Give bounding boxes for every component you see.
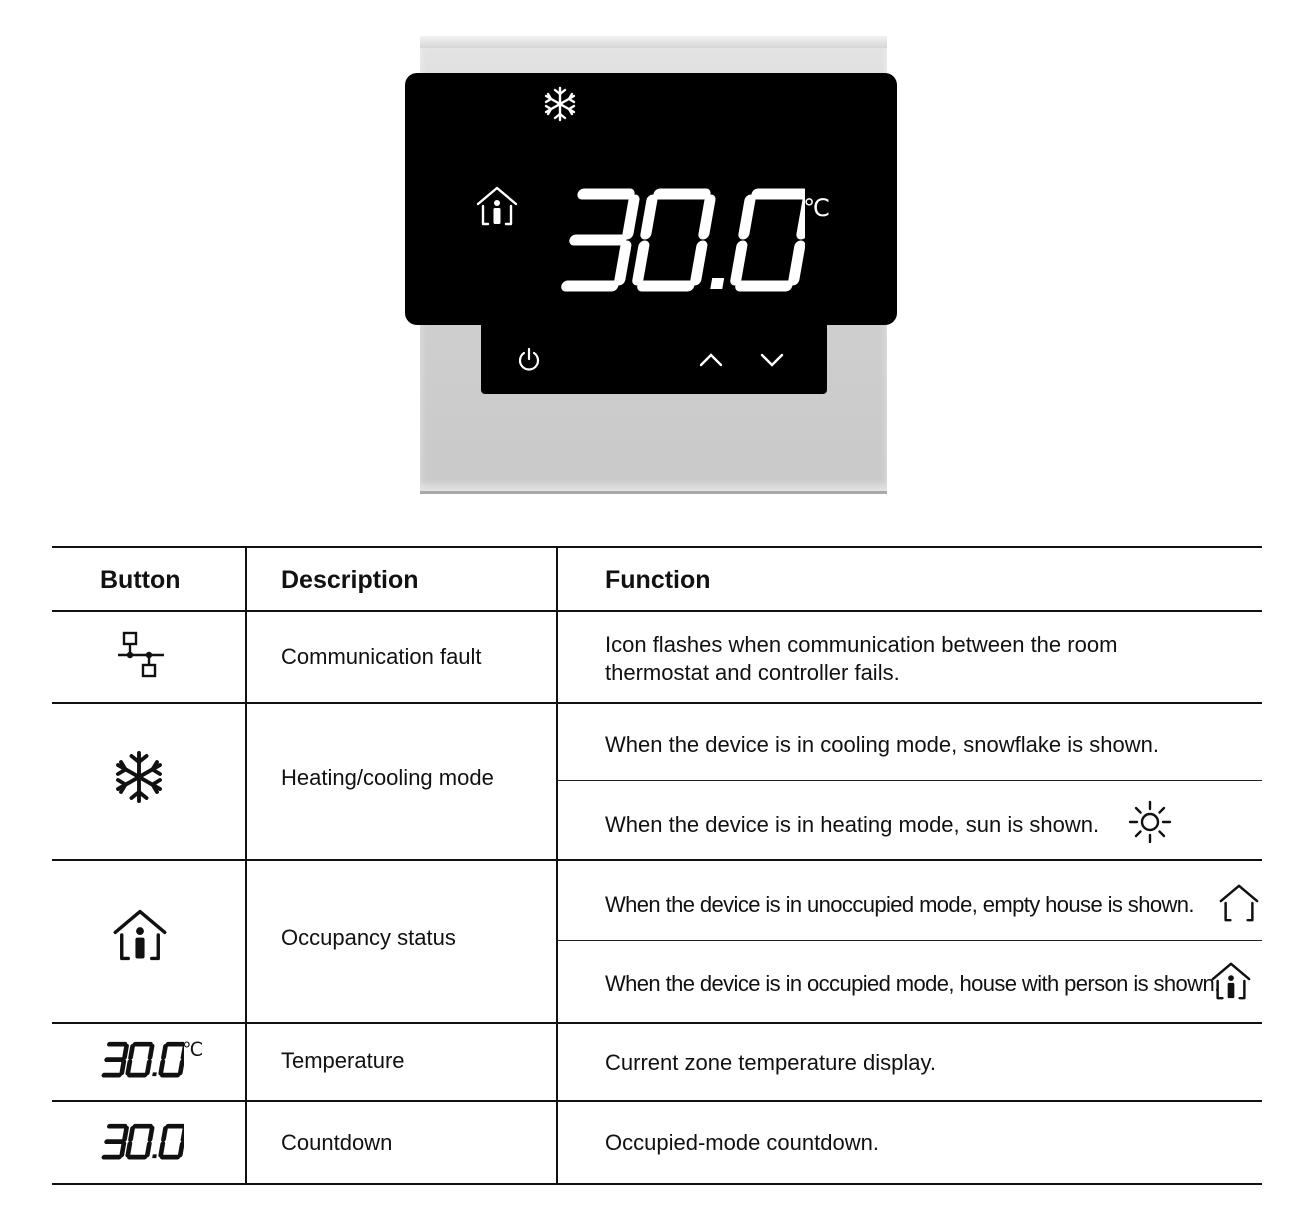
- digit-segment: [696, 246, 702, 280]
- house-person-icon: [474, 184, 520, 228]
- sun-icon: [1128, 800, 1172, 844]
- empty-house-icon: [1217, 882, 1261, 924]
- digit-segment: [183, 1128, 184, 1139]
- digit-segment: [147, 1062, 149, 1073]
- digit-segment: [163, 1046, 165, 1057]
- digit-segment: [180, 1144, 182, 1155]
- row-function: Current zone temperature display.: [605, 1050, 936, 1075]
- digit-segment: [128, 1062, 130, 1073]
- digit-segment: [161, 1062, 163, 1073]
- digit-segment: [131, 1128, 133, 1139]
- row-function-occupied: When the device is in occupied mode, house with person is shown.: [605, 971, 1220, 996]
- row-description: Heating/cooling mode: [281, 765, 494, 790]
- countdown-sample: [100, 1122, 184, 1162]
- power-icon[interactable]: [515, 346, 543, 374]
- digit-segment: [646, 200, 652, 234]
- temperature-sample-unit: ℃: [182, 1040, 204, 1061]
- row-function-heating: When the device is in heating mode, sun is shown.: [605, 812, 1100, 837]
- digit-segment: [131, 1046, 133, 1057]
- row-description: Temperature: [281, 1048, 405, 1073]
- digit-segment: [620, 246, 626, 280]
- digit-segment: [736, 246, 742, 280]
- table-row-rule: [52, 1022, 1262, 1024]
- digit-segment: [150, 1128, 152, 1139]
- digit-segment: [125, 1046, 127, 1057]
- decimal-point: [152, 1072, 157, 1076]
- table-bottom-rule: [52, 1183, 1262, 1185]
- house-person-icon: [1209, 960, 1253, 1002]
- snowflake-icon: [542, 86, 578, 122]
- digit-segment: [125, 1128, 127, 1139]
- house-person-icon: [110, 906, 170, 964]
- button-function-table: [52, 546, 1262, 1186]
- chevron-down-icon[interactable]: [758, 350, 786, 370]
- temperature-display: [555, 186, 805, 296]
- table-row-rule: [52, 702, 1262, 704]
- digit-segment: [163, 1128, 165, 1139]
- table-subrow-rule: [557, 940, 1262, 941]
- digit-segment: [744, 200, 750, 234]
- header-button: Button: [100, 566, 181, 594]
- header-description: Description: [281, 566, 419, 594]
- decimal-point: [710, 278, 724, 289]
- row-function-line: Icon flashes when communication between the room: [605, 632, 1118, 657]
- digit-segment: [122, 1062, 124, 1073]
- snowflake-icon: [112, 750, 166, 804]
- digit-segment: [794, 246, 800, 280]
- digit-segment: [150, 1046, 152, 1057]
- digit-segment: [122, 1144, 124, 1155]
- table-header-rule: [52, 610, 1262, 612]
- row-function-unoccupied: When the device is in unoccupied mode, empty house is shown.: [605, 892, 1194, 917]
- chevron-up-icon[interactable]: [697, 350, 725, 370]
- row-function-line: thermostat and controller fails.: [605, 660, 900, 685]
- decimal-point: [152, 1154, 157, 1158]
- digit-segment: [147, 1144, 149, 1155]
- digit-segment: [128, 1144, 130, 1155]
- digit-segment: [638, 246, 644, 280]
- row-function-cooling: When the device is in cooling mode, snowflake is shown.: [605, 732, 1159, 757]
- digit-segment: [161, 1144, 163, 1155]
- header-function: Function: [605, 566, 711, 594]
- table-row-rule: [52, 1100, 1262, 1102]
- temperature-unit: ℃: [803, 194, 830, 222]
- digit-segment: [704, 200, 710, 234]
- table-top-rule: [52, 546, 1262, 548]
- table-subrow-rule: [557, 780, 1262, 781]
- row-description: Communication fault: [281, 644, 482, 669]
- table-col-rule: [556, 546, 558, 1185]
- thermostat-top-edge: [420, 36, 887, 48]
- digit-segment: [628, 200, 634, 234]
- table-row-rule: [52, 859, 1262, 861]
- row-description: Countdown: [281, 1130, 393, 1155]
- row-description: Occupancy status: [281, 925, 456, 950]
- network-icon: [116, 630, 166, 680]
- table-col-rule: [245, 546, 247, 1185]
- digit-segment: [180, 1062, 182, 1073]
- temperature-sample: [100, 1040, 184, 1080]
- row-function: Occupied-mode countdown.: [605, 1130, 879, 1155]
